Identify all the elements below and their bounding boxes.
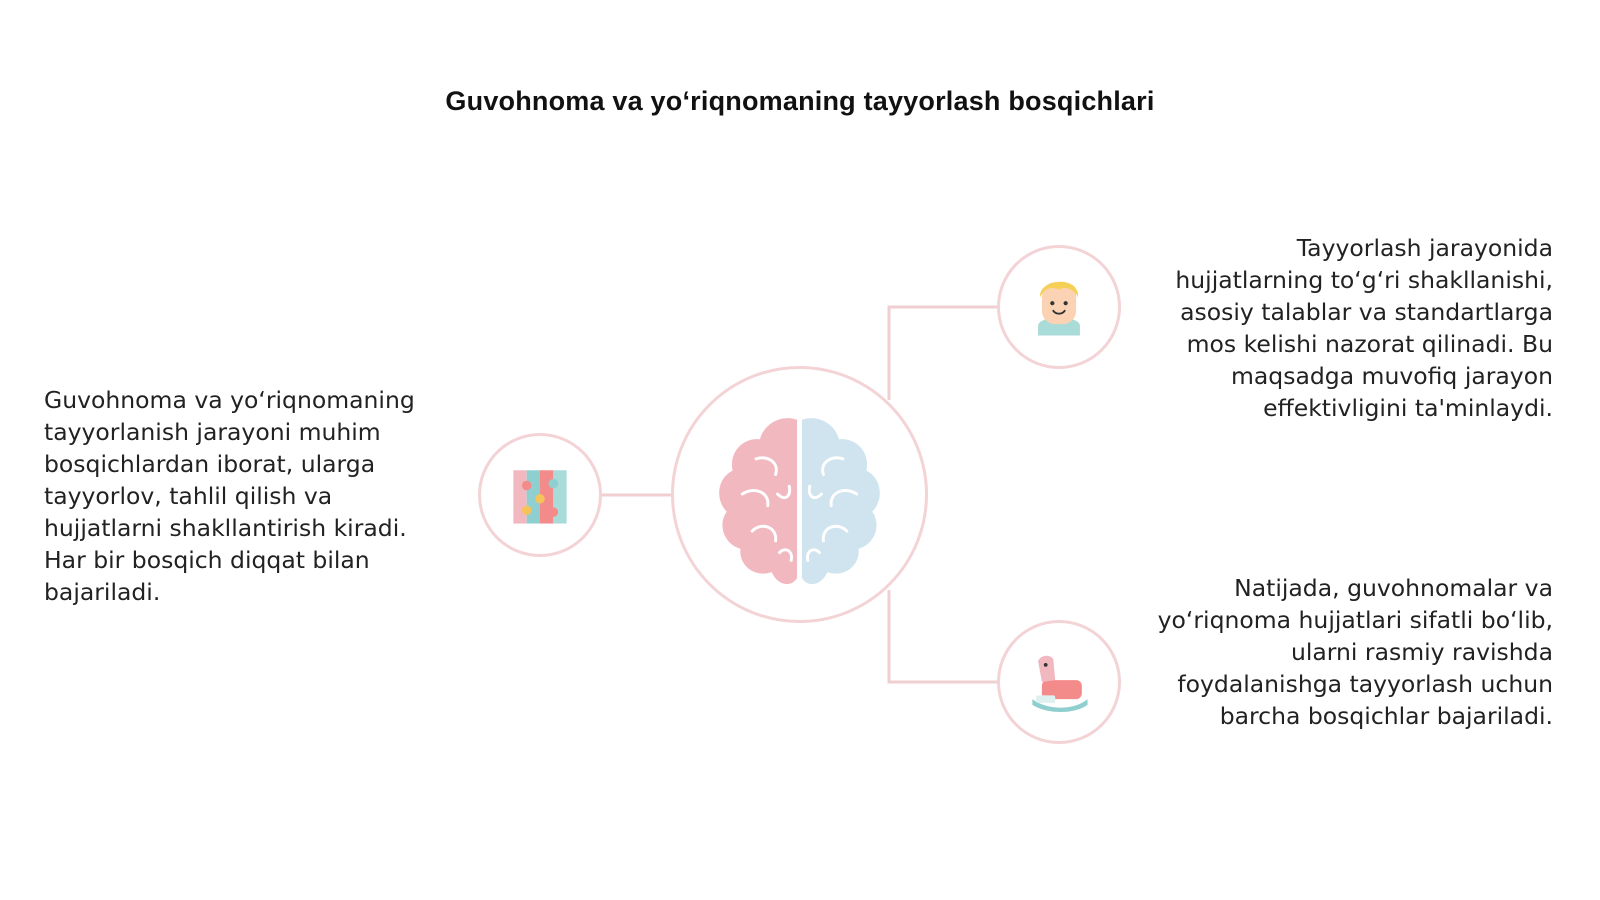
child-face-icon [1000,248,1118,366]
rocking-horse-icon [1000,623,1118,741]
page-title: Guvohnoma va yo‘riqnomaning tayyorlash bosqichlari [445,86,1155,116]
top-right-description: Tayyorlash jarayonida hujjatlarning to‘g‘ri shakllanishi, asosiy talablar va standartlarga mos kelishi nazorat qilinadi. Bu maqsadga muvofiq jarayon effektivligini ta'minlaydi. [1175,234,1553,422]
puzzle-icon [481,436,599,554]
top-right-node [997,245,1121,369]
center-node [671,366,928,623]
brain-icon [674,369,925,620]
bottom-right-node [997,620,1121,744]
left-node [478,433,602,557]
left-description: Guvohnoma va yo‘riqnomaning tayyorlanish jarayoni muhim bosqichlardan iborat, ularga tayyorlov, tahlil qilish va hujjatlarni shakllantirish kiradi. Har bir bosqich diqqat bilan bajariladi. [44,386,415,606]
bottom-right-description: Natijada, guvohnomalar va yo‘riqnoma hujjatlari sifatli bo‘lib, ularni rasmiy ravishda foydalanishga tayyorlash uchun barcha bosqichlar bajariladi. [1157,574,1553,730]
